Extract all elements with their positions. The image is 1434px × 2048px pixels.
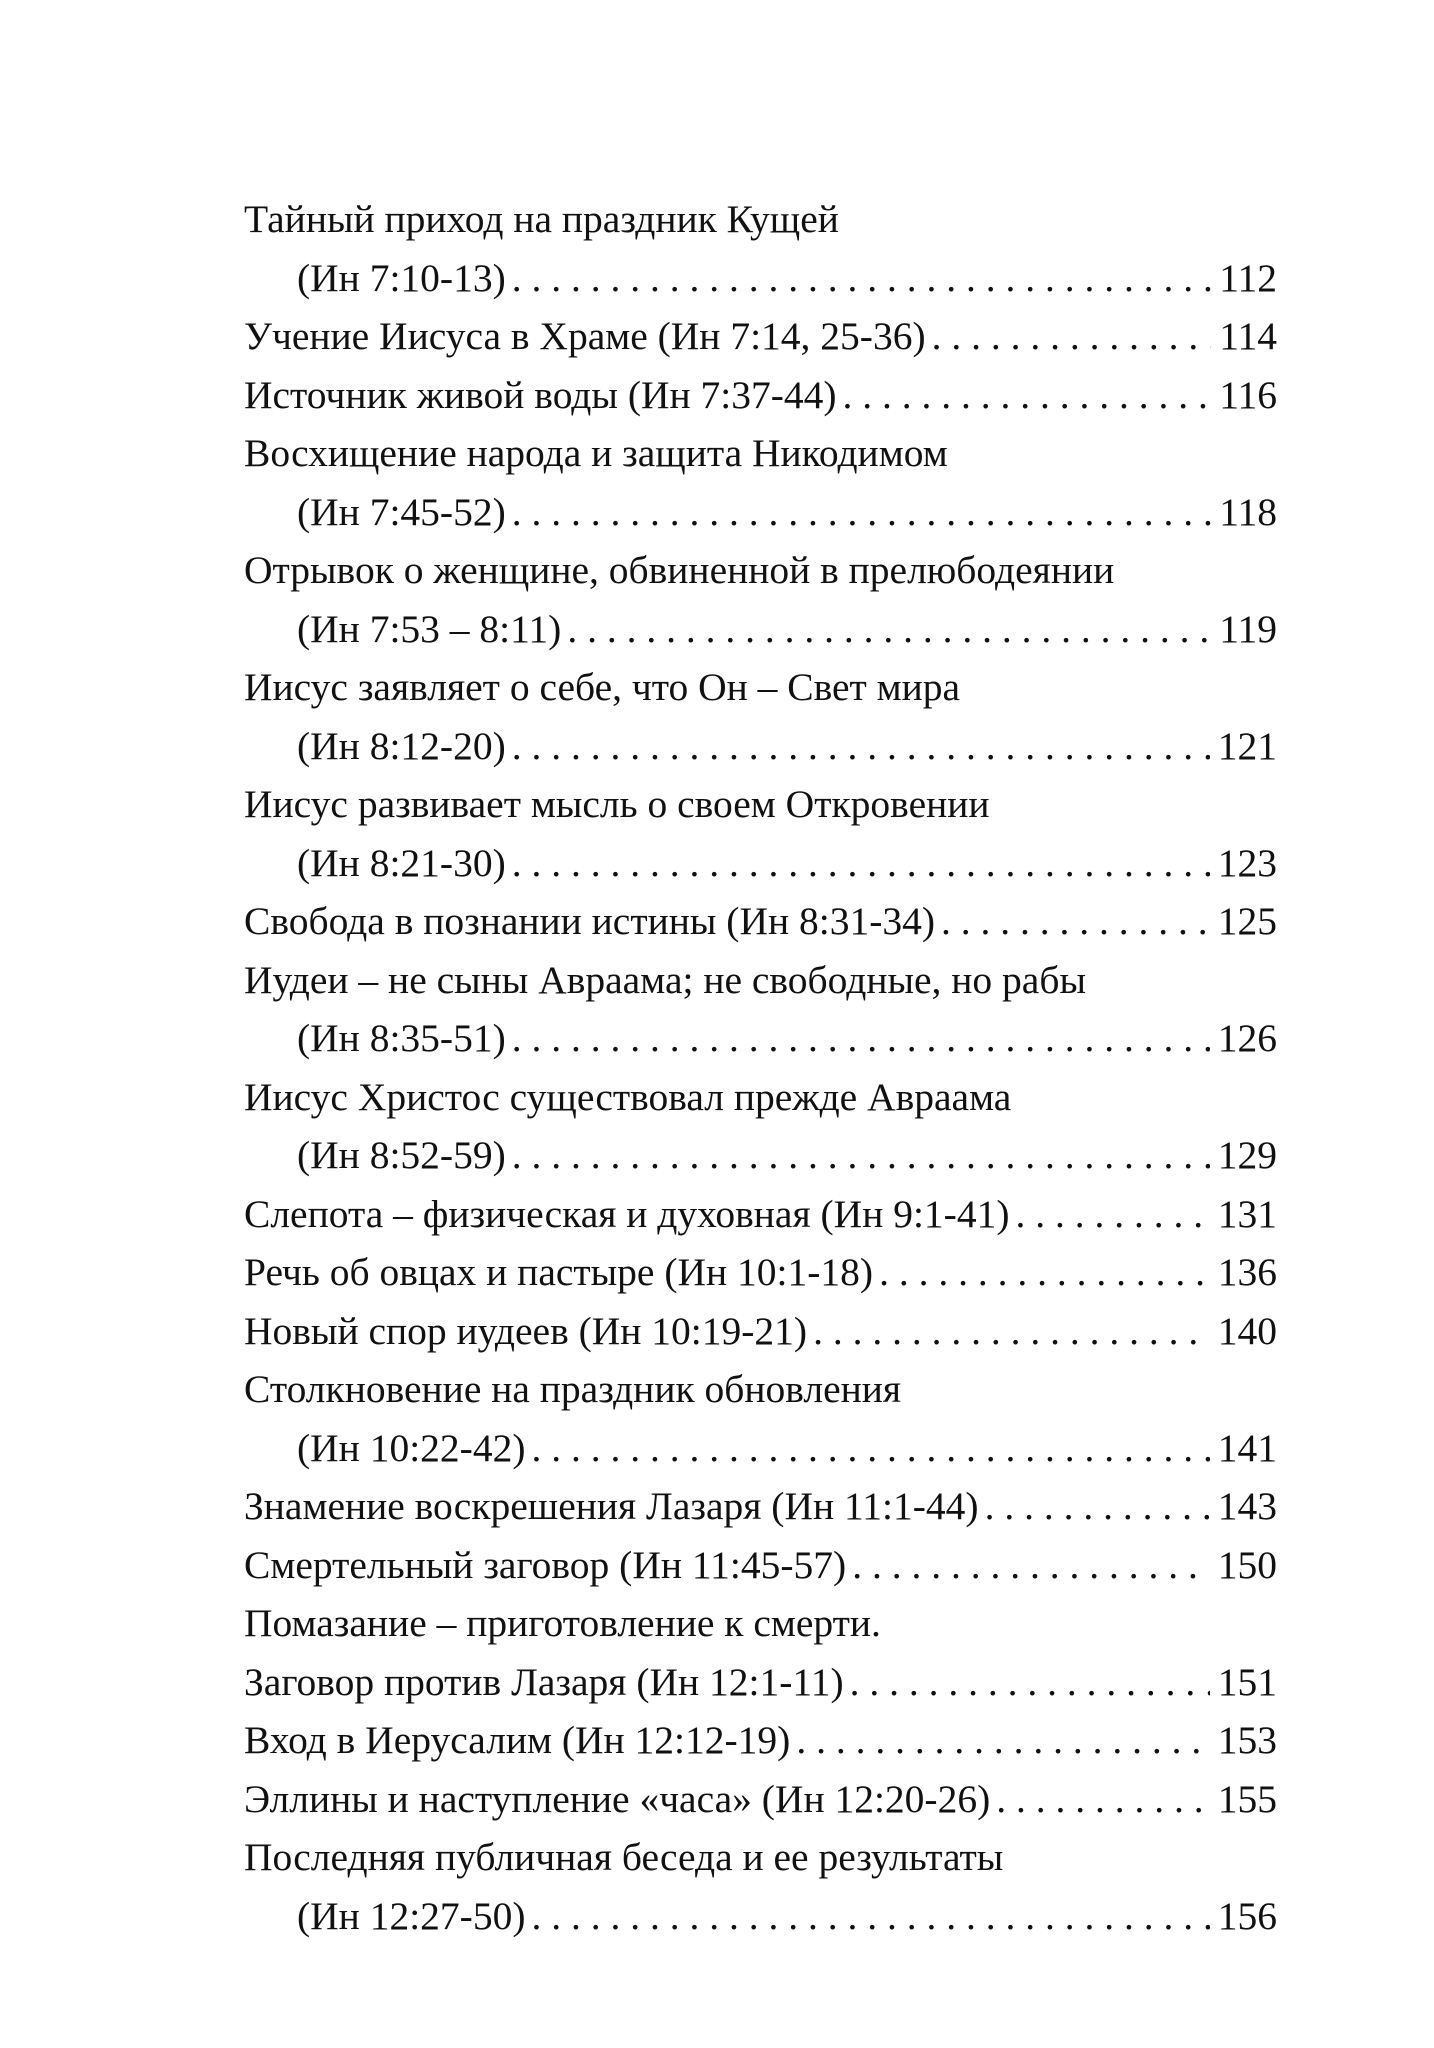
toc-page-number: 151 bbox=[1217, 1659, 1277, 1704]
toc-entry bbox=[244, 541, 1277, 658]
toc-page-number: 153 bbox=[1217, 1718, 1277, 1762]
dot-leader bbox=[531, 1887, 1209, 1946]
toc-entry-title-line bbox=[244, 424, 1277, 483]
toc-entry bbox=[244, 892, 1277, 951]
toc-entry-continuation-line bbox=[244, 1419, 1277, 1478]
toc-entry-text: (Ин 7:10-13) bbox=[297, 255, 506, 300]
toc-entry bbox=[244, 424, 1277, 541]
toc-entry-title-line bbox=[244, 1770, 1277, 1829]
toc-page-number: 126 bbox=[1217, 1016, 1277, 1060]
toc-entry bbox=[244, 366, 1277, 425]
toc-entry-text: Столкновение на праздник обновления bbox=[244, 1367, 902, 1411]
dot-leader bbox=[512, 1009, 1210, 1068]
toc-entry-title-line bbox=[244, 1594, 1277, 1653]
toc-entry-title-line bbox=[244, 892, 1277, 951]
toc-entry-text: Свобода в познании истины (Ин 8:31-34) bbox=[244, 899, 936, 943]
toc-entry-title-line bbox=[244, 1536, 1277, 1595]
toc-entry bbox=[244, 1068, 1277, 1185]
toc-page-number: 156 bbox=[1217, 1893, 1277, 1938]
toc-entry-text: Эллины и наступление «часа» (Ин 12:20-26) bbox=[244, 1776, 991, 1821]
dot-leader bbox=[941, 892, 1210, 951]
dot-leader bbox=[1016, 1185, 1210, 1244]
toc-entry-title-line bbox=[244, 541, 1277, 600]
toc-entry bbox=[244, 1243, 1277, 1302]
toc-entry-text: Вход в Иерусалим (Ин 12:12-19) bbox=[244, 1718, 791, 1762]
toc-entry bbox=[244, 1185, 1277, 1244]
toc-entry-text: Источник живой воды (Ин 7:37-44) bbox=[244, 372, 837, 417]
toc-page-number: 118 bbox=[1219, 489, 1277, 534]
toc-entry-continuation-line bbox=[244, 483, 1277, 542]
toc-entry-text: Смертельный заговор (Ин 11:45-57) bbox=[244, 1542, 847, 1587]
dot-leader bbox=[852, 1536, 1210, 1595]
dot-leader bbox=[512, 717, 1210, 776]
toc-entry bbox=[244, 658, 1277, 775]
toc-entry-title-line bbox=[244, 1477, 1277, 1536]
toc-entry bbox=[244, 1477, 1277, 1536]
dot-leader bbox=[796, 1711, 1209, 1770]
toc-page-number: 141 bbox=[1217, 1425, 1277, 1470]
toc-entry-continuation-line bbox=[244, 1126, 1277, 1185]
toc-entry bbox=[244, 307, 1277, 366]
toc-entry-title-line bbox=[244, 307, 1277, 366]
toc-entry-title-line bbox=[244, 190, 1277, 249]
toc-entry bbox=[244, 1828, 1277, 1945]
toc-entry-text: (Ин 12:27-50) bbox=[297, 1893, 526, 1938]
toc-entry-text: Заговор против Лазаря (Ин 12:1-11) bbox=[244, 1659, 844, 1704]
toc-entry-title-line bbox=[244, 366, 1277, 425]
toc-entry-text: Иисус Христос существовал прежде Авраама bbox=[244, 1074, 1012, 1119]
toc-entry-title-line bbox=[244, 1185, 1277, 1244]
toc-entry-text: Тайный приход на праздник Кущей bbox=[244, 197, 839, 241]
dot-leader bbox=[512, 249, 1211, 308]
dot-leader bbox=[512, 483, 1211, 542]
toc-entry-continuation-line bbox=[244, 600, 1277, 659]
toc-entry-text: (Ин 10:22-42) bbox=[297, 1425, 526, 1470]
toc-entry bbox=[244, 190, 1277, 307]
toc-entry-title-line bbox=[244, 775, 1277, 834]
dot-leader bbox=[567, 600, 1211, 659]
toc-entry-title-line bbox=[244, 1653, 1277, 1712]
toc-entry-title-line bbox=[244, 658, 1277, 717]
dot-leader bbox=[512, 1126, 1210, 1185]
toc-entry-continuation-line bbox=[244, 249, 1277, 308]
toc-entry-text: Учение Иисуса в Храме (Ин 7:14, 25-36) bbox=[244, 314, 926, 358]
toc-entry-text: Речь об овцах и пастыре (Ин 10:1-18) bbox=[244, 1250, 874, 1294]
toc-page-number: 116 bbox=[1219, 372, 1277, 417]
toc-entry-title-line bbox=[244, 1068, 1277, 1127]
toc-entry-text: Слепота – физическая и духовная (Ин 9:1-41) bbox=[244, 1191, 1010, 1236]
toc-entry-title-line bbox=[244, 1828, 1277, 1887]
toc-entry-text: Помазание – приготовление к смерти. bbox=[244, 1601, 881, 1645]
toc-entry-text: Иисус развивает мысль о своем Откровении bbox=[244, 782, 990, 826]
dot-leader bbox=[850, 1653, 1210, 1712]
toc-entry bbox=[244, 1360, 1277, 1477]
toc-entry-title-line bbox=[244, 1243, 1277, 1302]
dot-leader bbox=[932, 307, 1212, 366]
toc-entry-text: Последняя публичная беседа и ее результаты bbox=[244, 1835, 1004, 1879]
dot-leader bbox=[985, 1477, 1210, 1536]
toc-page-number: 129 bbox=[1217, 1133, 1277, 1177]
toc-entry-text: Отрывок о женщине, обвиненной в прелюбодеянии bbox=[244, 548, 1115, 592]
toc-page-number: 140 bbox=[1217, 1308, 1277, 1353]
toc-entry bbox=[244, 951, 1277, 1068]
toc-page-number: 112 bbox=[1219, 255, 1277, 300]
toc-entry-title-line bbox=[244, 1360, 1277, 1419]
toc-page-number: 143 bbox=[1217, 1484, 1277, 1528]
toc-entry-title-line bbox=[244, 1711, 1277, 1770]
dot-leader bbox=[531, 1419, 1209, 1478]
dot-leader bbox=[512, 834, 1210, 893]
toc-entry-text: (Ин 7:45-52) bbox=[297, 489, 506, 534]
dot-leader bbox=[843, 366, 1212, 425]
toc-page-number: 131 bbox=[1217, 1191, 1277, 1236]
toc-page-number: 114 bbox=[1219, 314, 1277, 358]
dot-leader bbox=[996, 1770, 1210, 1829]
toc-entry-text: Иудеи – не сыны Авраама; не свободные, но рабы bbox=[244, 957, 1086, 1002]
toc-entry-continuation-line bbox=[244, 1887, 1277, 1946]
toc-entry bbox=[244, 1302, 1277, 1361]
toc-page-number: 125 bbox=[1217, 899, 1277, 943]
toc-entry bbox=[244, 1536, 1277, 1595]
toc-entry-text: (Ин 8:35-51) bbox=[297, 1016, 506, 1060]
toc-entry-continuation-line bbox=[244, 834, 1277, 893]
toc-entry-text: Иисус заявляет о себе, что Он – Свет мира bbox=[244, 665, 961, 709]
toc-entry-text: (Ин 8:12-20) bbox=[297, 723, 506, 768]
toc-entry-title-line bbox=[244, 951, 1277, 1010]
toc-entry-text: Восхищение народа и защита Никодимом bbox=[244, 431, 948, 475]
toc-page-number: 123 bbox=[1217, 840, 1277, 885]
toc-page-number: 155 bbox=[1217, 1776, 1277, 1821]
toc-entry bbox=[244, 1711, 1277, 1770]
table-of-contents bbox=[244, 190, 1277, 1945]
toc-entry-text: Новый спор иудеев (Ин 10:19-21) bbox=[244, 1308, 808, 1353]
toc-page-number: 119 bbox=[1219, 606, 1277, 651]
toc-entry bbox=[244, 775, 1277, 892]
toc-page-number: 136 bbox=[1217, 1250, 1277, 1294]
toc-page-number: 150 bbox=[1217, 1542, 1277, 1587]
toc-entry bbox=[244, 1770, 1277, 1829]
toc-entry bbox=[244, 1594, 1277, 1653]
dot-leader bbox=[813, 1302, 1210, 1361]
toc-entry-text: (Ин 8:52-59) bbox=[297, 1133, 506, 1177]
toc-entry bbox=[244, 1653, 1277, 1712]
toc-entry-text: (Ин 7:53 – 8:11) bbox=[297, 606, 562, 651]
toc-entry-continuation-line bbox=[244, 1009, 1277, 1068]
toc-page-number: 121 bbox=[1217, 723, 1277, 768]
dot-leader bbox=[879, 1243, 1210, 1302]
toc-entry-text: Знамение воскрешения Лазаря (Ин 11:1-44) bbox=[244, 1484, 979, 1528]
toc-entry-title-line bbox=[244, 1302, 1277, 1361]
toc-entry-text: (Ин 8:21-30) bbox=[297, 840, 506, 885]
toc-entry-continuation-line bbox=[244, 717, 1277, 776]
